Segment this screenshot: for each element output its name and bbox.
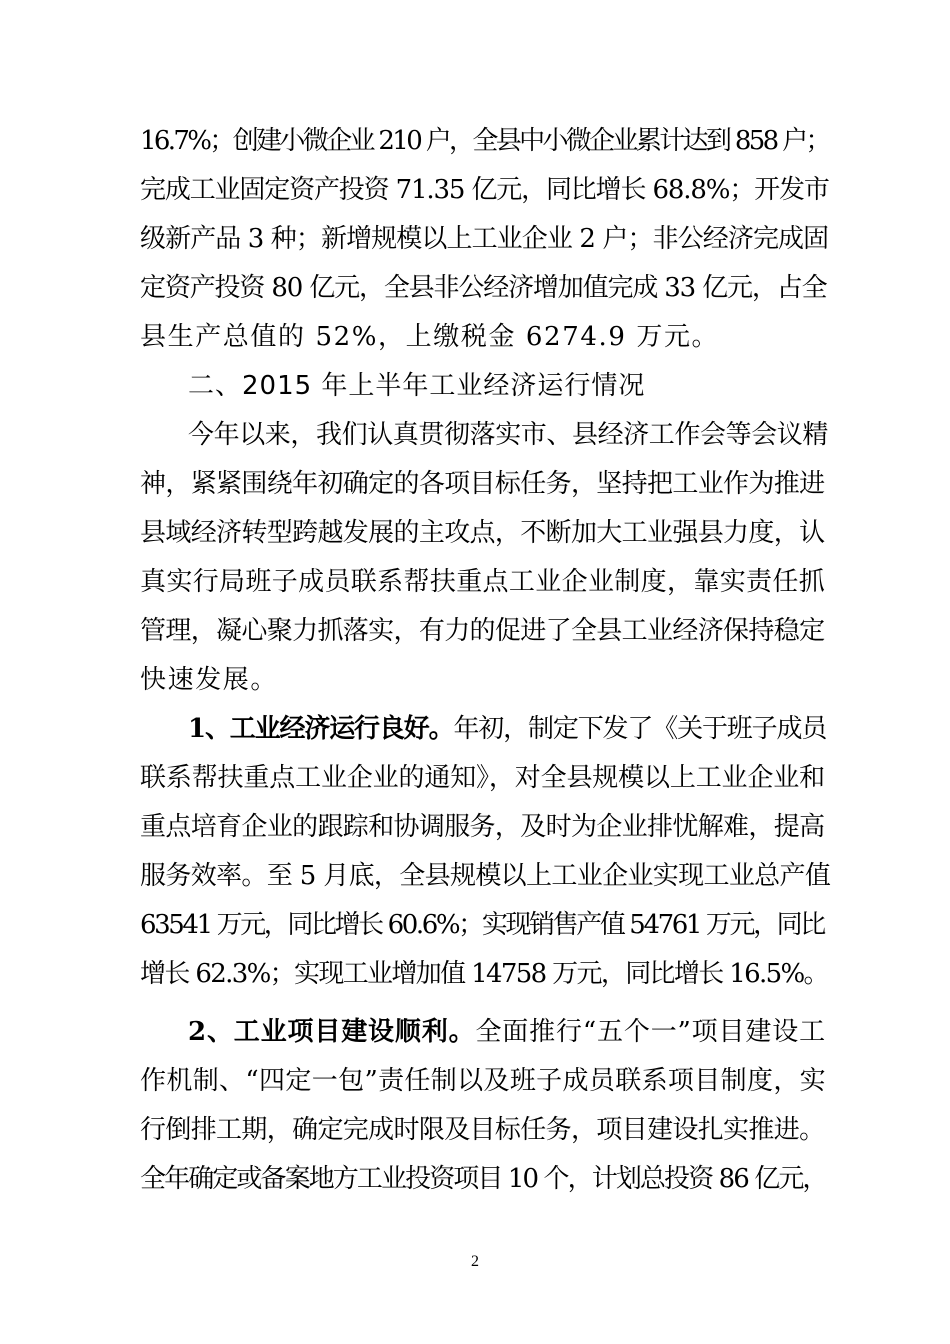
- text-line: [188, 1017, 830, 1047]
- text-line: 县生产总值的 52%，上缴税金 6274.9 万元。: [140, 322, 720, 352]
- text-line: 作机制、“四定一包”责任制以及班子成员联系项目制度，实: [140, 1066, 827, 1096]
- text-line: 县域经济转型跨越发展的主攻点，不断加大工业强县力度，认: [140, 518, 825, 548]
- text-line: [188, 714, 830, 744]
- text-line: 全年确定或备案地方工业投资项目 10 个，计划总投资 86 亿元，: [140, 1164, 827, 1194]
- text-line: 行倒排工期，确定完成时限及目标任务，项目建设扎实推进。: [140, 1115, 825, 1145]
- subsection-lead: 2、工业项目建设顺利。: [188, 1017, 476, 1047]
- page-number: 2: [471, 1253, 479, 1270]
- text-line: 联系帮扶重点工业企业的通知》，对全县规模以上工业企业和: [140, 763, 825, 793]
- text-line: 级新产品 3 种；新增规模以上工业企业 2 户；非公经济完成固: [140, 224, 829, 254]
- section-heading: 二、2015 年上半年工业经济运行情况: [188, 371, 646, 401]
- text-line: 快速发展。: [140, 665, 279, 695]
- text-line: 16.7%；创建小微企业 210 户，全县中小微企业累计达到 858 户；: [140, 126, 829, 156]
- text-line: 神，紧紧围绕年初确定的各项目标任务，坚持把工业作为推进: [140, 469, 825, 499]
- text-line: 增长 62.3%；实现工业增加值 14758 万元，同比增长 16.5%。: [140, 959, 828, 989]
- text-line: 63541 万元，同比增长 60.6%；实现销售产值 54761 万元，同比: [140, 910, 824, 940]
- text-line: 真实行局班子成员联系帮扶重点工业企业制度，靠实责任抓: [140, 567, 826, 597]
- text-span: 年初，制定下发了《关于班子成员: [453, 714, 827, 744]
- text-line: 服务效率。至 5 月底，全县规模以上工业企业实现工业总产值: [140, 861, 831, 891]
- text-line: 定资产投资 80 亿元，全县非公经济增加值完成 33 亿元，占全: [140, 273, 827, 303]
- text-line: 重点培育企业的跟踪和协调服务，及时为企业排忧解难，提高: [140, 812, 825, 842]
- text-line: 管理，凝心聚力抓落实，有力的促进了全县工业经济保持稳定: [140, 616, 825, 646]
- text-line: 今年以来，我们认真贯彻落实市、县经济工作会等会议精: [188, 420, 829, 450]
- text-line: 完成工业固定资产投资 71.35 亿元，同比增长 68.8%；开发市: [140, 175, 829, 205]
- text-span: 全面推行“五个一”项目建设工: [475, 1017, 826, 1047]
- subsection-lead: 1、工业经济运行良好。: [188, 714, 454, 744]
